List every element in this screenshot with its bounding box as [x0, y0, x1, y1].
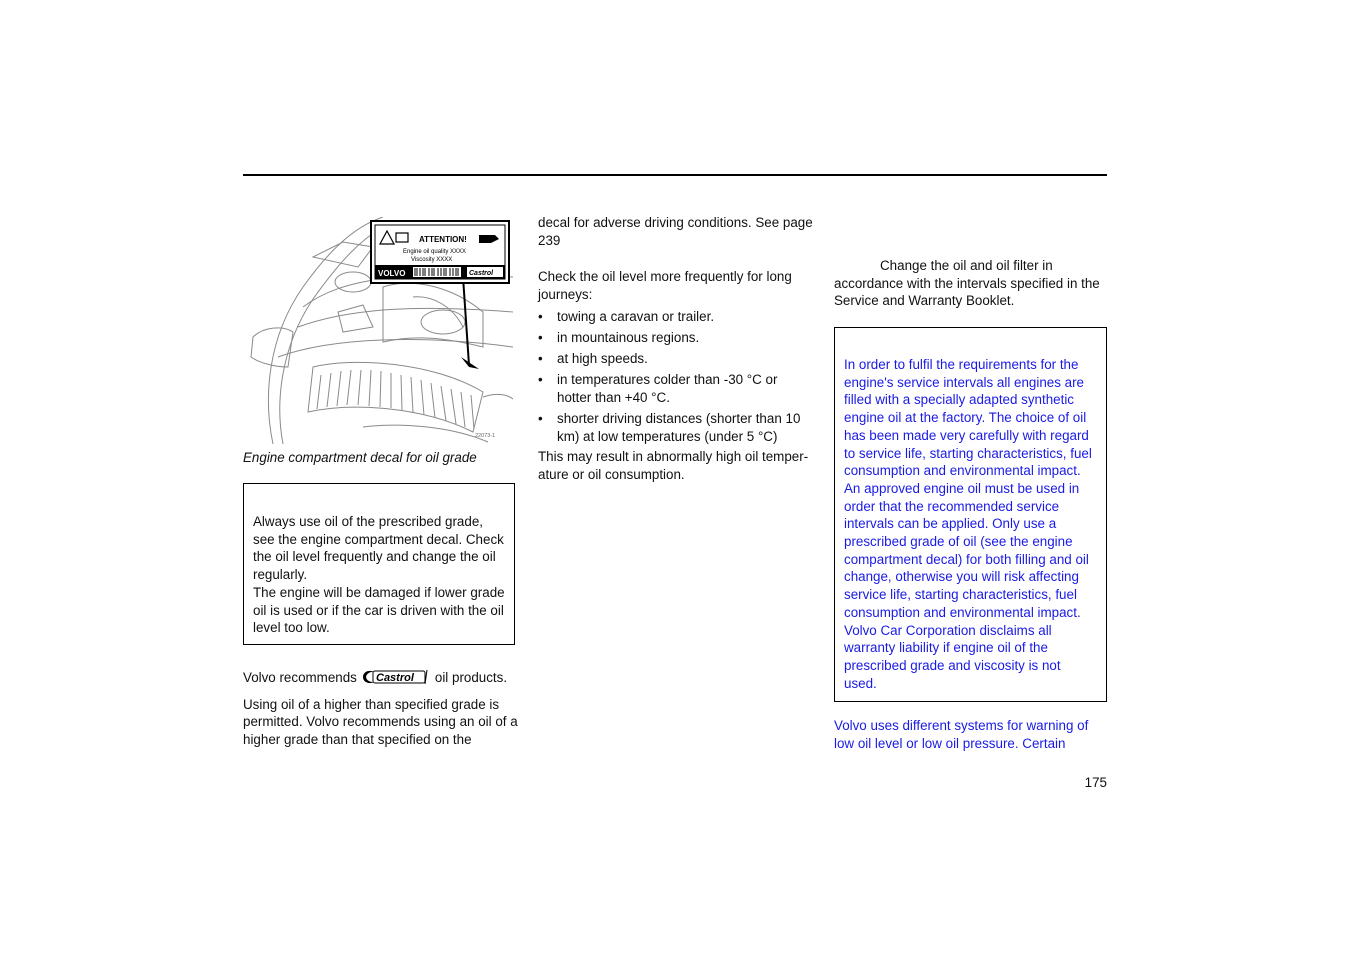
- bullet-icon: •: [538, 308, 543, 324]
- result-paragraph: This may result in abnormally high oil temper-ature or oil consumption.: [538, 449, 809, 482]
- column-2: [538, 214, 814, 484]
- warning-box: [243, 483, 515, 645]
- decal-oil-quality: Engine oil quality XXXX: [403, 249, 467, 255]
- recommend-text: Volvo recommends: [243, 670, 357, 685]
- decal-barcode-icon: [413, 267, 461, 277]
- synthetic-oil-info-box: [834, 327, 1107, 702]
- column-1-text: [243, 668, 518, 754]
- synthetic-oil-text: In order to fulfil the requirements for the engine's service intervals all engines are filled with a specially adapted synthetic engine oil at the factory. The choice of oil has been made very carefully with regard to service life, starting characteristics, fuel consumption and environmental impact. An approved engine oil must be used in order that the recommended service intervals can be applied. Only use a prescribed grade of oil (see the engine compartment decal) for both filling and oil change, otherwise you will risk affecting service life, starting characteristics, fuel consumption and environmental impact. Volvo Car Corporation disclaims all warranty liability if engine oil of the prescribed grade and viscosity is not used.: [844, 357, 1092, 691]
- bullet-icon: •: [538, 411, 543, 427]
- oil-products-text: oil products.: [434, 670, 508, 685]
- engine-compartment-illustration: [243, 217, 513, 444]
- list-item: • in temperatures colder than -30 °C or hotter than +40 °C.: [538, 372, 778, 406]
- header-rule: [243, 174, 1107, 176]
- warning-systems-paragraph: Volvo uses different systems for warning of low oil level or low oil pressure. Certain: [834, 718, 1089, 751]
- decal-volvo-logo: VOLVO: [378, 269, 406, 278]
- bullet-icon: •: [538, 330, 543, 346]
- bullet-icon: •: [538, 351, 543, 367]
- castrol-recommendation: [243, 668, 518, 691]
- engine-compartment-drawing: [243, 217, 513, 444]
- list-item: • shorter driving distances (shorter than 10 km) at low temperatures (under 5 °C): [538, 411, 801, 445]
- figure-code: 22073-1: [475, 433, 496, 439]
- check-intro-paragraph: Check the oil level more frequently for long journeys:: [538, 269, 792, 303]
- list-item: • at high speeds.: [538, 351, 648, 367]
- warning-text: Always use oil of the prescribed grade, see the engine compartment decal. Check the oil level frequently and change the oil regularly.: [253, 514, 504, 583]
- bullet-icon: •: [538, 372, 543, 388]
- change-oil-paragraph: Change the oil and oil filter in accordance with the intervals specified in the Service and Warranty Booklet.: [834, 258, 1100, 309]
- castrol-logo-icon: [361, 668, 431, 691]
- decal-heading: ATTENTION!: [419, 235, 467, 244]
- list-item: • towing a caravan or trailer.: [538, 308, 715, 324]
- list-item: • in mountainous regions.: [538, 330, 700, 346]
- decal-castrol-logo: Castrol: [469, 270, 494, 277]
- decal-continued-paragraph: decal for adverse driving conditions. See page 239: [538, 215, 813, 248]
- castrol-logo-text: Castrol: [375, 672, 414, 684]
- warning-text-damage: The engine will be damaged if lower grade oil is used or if the car is driven with the oil level too low.: [253, 584, 505, 636]
- decal-viscosity: Viscosity XXXX: [411, 257, 453, 263]
- column-3: [834, 257, 1107, 310]
- higher-grade-paragraph: Using oil of a higher than specified grade is permitted. Volvo recommends using an oil of a higher grade than that specified on the: [243, 696, 518, 748]
- page-number: 175: [1084, 775, 1107, 790]
- figure-caption: Engine compartment decal for oil grade: [243, 450, 477, 465]
- journey-conditions-list: [538, 308, 814, 446]
